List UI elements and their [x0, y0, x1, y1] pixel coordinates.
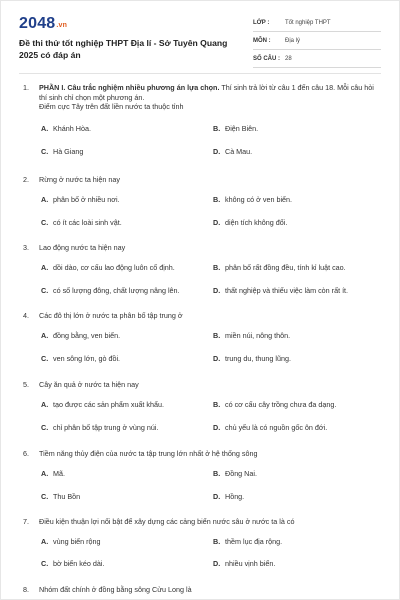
option-text: Mã. — [53, 469, 65, 478]
option-d[interactable] — [213, 423, 327, 433]
option-letter: C. — [41, 218, 49, 227]
meta-class-row — [253, 14, 381, 32]
option-text: Hà Giang — [53, 147, 84, 156]
option-text: Đồng Nai. — [225, 469, 257, 478]
question-number: 2. — [23, 175, 29, 184]
meta-class-label: LỚP : — [253, 19, 270, 26]
option-letter: B. — [213, 124, 221, 133]
option-letter: D. — [213, 354, 221, 363]
question-text: Lao động nước ta hiện nay — [39, 243, 126, 252]
option-b[interactable] — [213, 537, 282, 547]
option-text: thất nghiệp và thiếu việc làm còn rất ít. — [225, 286, 349, 295]
option-d[interactable] — [213, 147, 252, 157]
option-text: tạo được các sản phẩm xuất khẩu. — [53, 400, 165, 409]
option-letter: D. — [213, 423, 221, 432]
option-letter: D. — [213, 286, 221, 295]
option-a[interactable] — [41, 331, 120, 341]
question-text: Điều kiện thuận lợi nổi bật để xây dựng các cảng biển nước sâu ở nước ta là có — [39, 517, 295, 526]
site-logo[interactable] — [19, 15, 229, 33]
option-text: chủ yếu là có nguồn gốc ôn đới. — [225, 423, 328, 432]
option-c[interactable] — [41, 423, 158, 433]
option-text: Khánh Hòa. — [53, 124, 91, 133]
option-letter: C. — [41, 559, 49, 568]
option-letter: C. — [41, 147, 49, 156]
logo-suffix: .vn — [56, 22, 68, 29]
option-text: có số lượng đông, chất lượng nâng lên. — [53, 286, 180, 295]
meta-count-label: SỐ CÂU : — [253, 55, 280, 62]
option-letter: B. — [213, 263, 221, 272]
option-a[interactable] — [41, 400, 164, 410]
option-letter: A. — [41, 195, 49, 204]
option-text: diện tích không đổi. — [225, 218, 288, 227]
question-number: 8. — [23, 585, 29, 594]
option-text: vùng biển rộng — [53, 537, 101, 546]
option-letter: C. — [41, 286, 49, 295]
meta-class-value: Tốt nghiệp THPT — [285, 19, 331, 26]
option-b[interactable] — [213, 263, 346, 273]
option-d[interactable] — [213, 354, 291, 364]
option-d[interactable] — [213, 286, 348, 296]
option-letter: A. — [41, 537, 49, 546]
option-letter: B. — [213, 400, 221, 409]
exam-meta — [253, 14, 381, 68]
option-d[interactable] — [213, 492, 244, 502]
option-c[interactable] — [41, 147, 83, 157]
question-text: Các đô thị lớn ở nước ta phân bố tập trung ở — [39, 311, 183, 320]
header-divider — [19, 73, 381, 74]
option-text: phân bố ở nhiều nơi. — [53, 195, 120, 204]
option-text: Thu Bồn — [53, 492, 81, 501]
logo-main: 2048 — [19, 15, 56, 32]
option-letter: C. — [41, 423, 49, 432]
option-text: miền núi, nông thôn. — [225, 331, 291, 340]
option-b[interactable] — [213, 400, 336, 410]
option-letter: D. — [213, 492, 221, 501]
question-text: Rừng ở nước ta hiện nay — [39, 175, 120, 184]
meta-count-value: 28 — [285, 55, 292, 62]
question-number: 1. — [23, 83, 29, 92]
question-text: Cây ăn quả ở nước ta hiện nay — [39, 380, 139, 389]
option-letter: B. — [213, 195, 221, 204]
question-number: 5. — [23, 380, 29, 389]
option-text: nhiều vịnh biển. — [225, 559, 276, 568]
option-letter: B. — [213, 537, 221, 546]
option-letter: D. — [213, 147, 221, 156]
option-letter: B. — [213, 331, 221, 340]
option-letter: A. — [41, 400, 49, 409]
option-b[interactable] — [213, 331, 290, 341]
meta-count-row — [253, 50, 381, 68]
option-c[interactable] — [41, 354, 120, 364]
question-stem: Điểm cực Tây trên đất liền nước ta thuộc tỉnh — [39, 102, 184, 112]
option-text: không có ở ven biển. — [225, 195, 293, 204]
option-letter: A. — [41, 331, 49, 340]
question-text: Tiềm năng thủy điện của nước ta tập trung lớn nhất ở hệ thống sông — [39, 449, 258, 458]
option-letter: D. — [213, 559, 221, 568]
question-text — [39, 83, 377, 112]
option-text: trung du, thung lũng. — [225, 354, 291, 363]
option-text: có cơ cấu cây trồng chưa đa dạng. — [225, 400, 337, 409]
option-text: bờ biển kéo dài. — [53, 559, 105, 568]
question-number: 3. — [23, 243, 29, 252]
option-text: chỉ phân bố tập trung ở vùng núi. — [53, 423, 159, 432]
option-text: có ít các loài sinh vật. — [53, 218, 122, 227]
option-text: đồng bằng, ven biển. — [53, 331, 121, 340]
question-number: 6. — [23, 449, 29, 458]
option-c[interactable] — [41, 559, 104, 569]
option-text: thềm lục địa rộng. — [225, 537, 283, 546]
question-number: 4. — [23, 311, 29, 320]
option-d[interactable] — [213, 218, 287, 228]
option-text: ven sông lớn, gò đồi. — [53, 354, 121, 363]
option-letter: D. — [213, 218, 221, 227]
option-c[interactable] — [41, 286, 180, 296]
option-letter: C. — [41, 492, 49, 501]
option-text: phân bố rất đồng đều, tính kỉ luật cao. — [225, 263, 346, 272]
part-instruction: Thí sinh trả lời từ câu 1 đến câu 18. Mỗi câu hỏi thí sinh chỉ chọn một phương án. — [39, 83, 374, 102]
option-a[interactable] — [41, 263, 175, 273]
meta-subject-value: Địa lý — [285, 37, 301, 44]
option-letter: A. — [41, 263, 49, 272]
option-text: Hồng. — [225, 492, 245, 501]
meta-subject-row — [253, 32, 381, 50]
option-a[interactable] — [41, 195, 120, 205]
option-b[interactable] — [213, 195, 292, 205]
option-b[interactable] — [213, 469, 257, 479]
option-letter: A. — [41, 469, 49, 478]
option-c[interactable] — [41, 218, 122, 228]
option-a[interactable] — [41, 124, 91, 134]
option-c[interactable] — [41, 492, 80, 502]
part-heading: PHẦN I. Câu trắc nghiệm nhiều phương án lựa chọn. — [39, 83, 220, 92]
option-b[interactable] — [213, 124, 258, 134]
option-text: Điện Biên. — [225, 124, 259, 133]
option-letter: B. — [213, 469, 221, 478]
option-text: dồi dào, cơ cấu lao động luôn cố định. — [53, 263, 175, 272]
page-header — [19, 15, 229, 61]
option-a[interactable] — [41, 469, 65, 479]
option-letter: C. — [41, 354, 49, 363]
meta-subject-label: MÔN : — [253, 37, 271, 44]
exam-title: Đề thi thử tốt nghiệp THPT Địa lí - Sở Tuyên Quang 2025 có đáp án — [19, 38, 228, 60]
option-d[interactable] — [213, 559, 275, 569]
option-letter: A. — [41, 124, 49, 133]
question-number: 7. — [23, 517, 29, 526]
question-text: Nhóm đất chính ở đồng bằng sông Cửu Long là — [39, 585, 192, 594]
option-text: Cà Mau. — [225, 147, 253, 156]
option-a[interactable] — [41, 537, 101, 547]
